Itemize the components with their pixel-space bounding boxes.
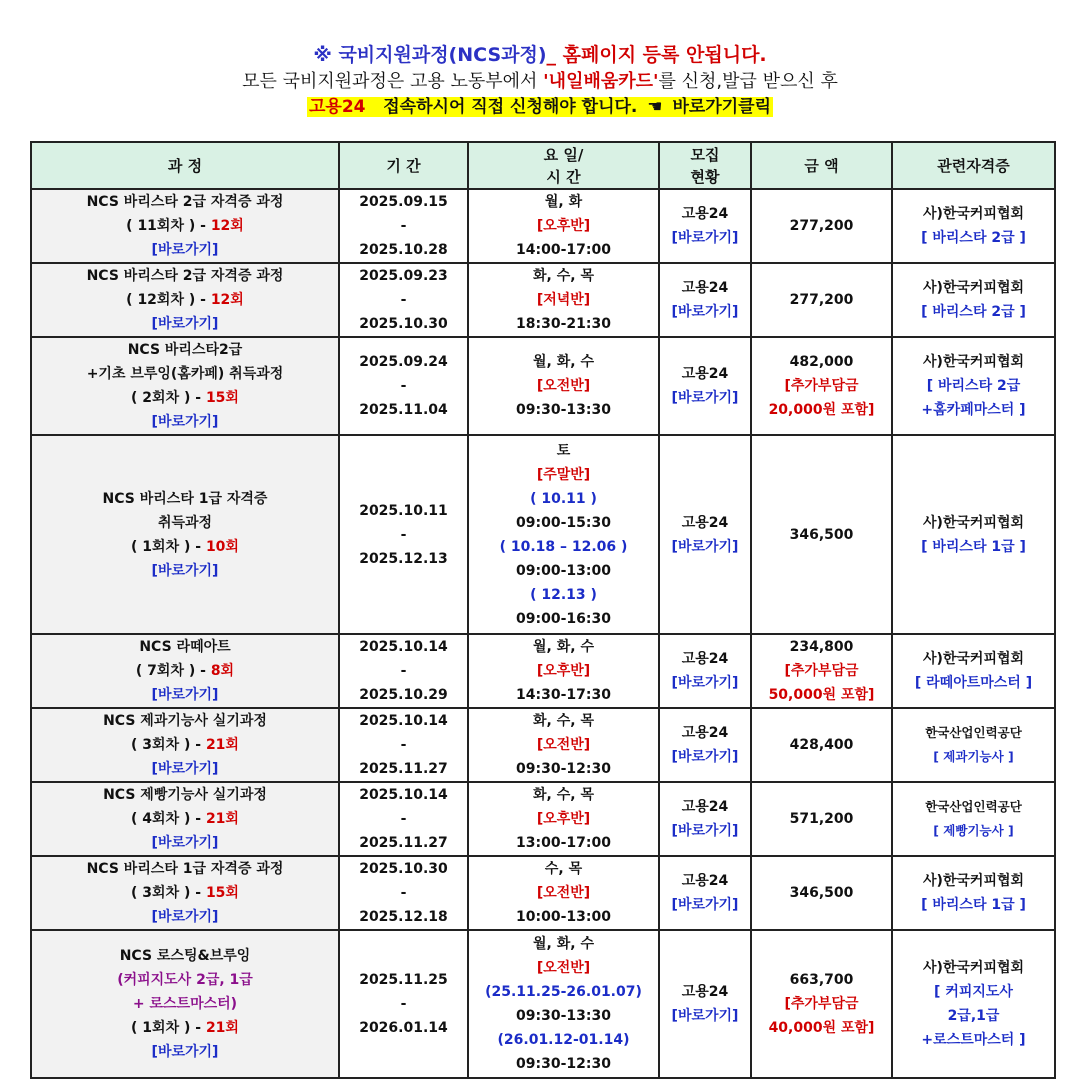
table-row [31, 337, 1055, 435]
price-cell: 428,400 [751, 708, 892, 782]
status-cell: 고용24 [바로가기] [659, 337, 751, 435]
status-link[interactable]: [바로가기] [671, 823, 739, 839]
schedule-cell: 월, 화, 수 [오후반] 14:30-17:30 [468, 634, 659, 708]
cert-cell: 사)한국커피협회 [ 커피지도사 2급,1급 +로스트마스터 ] [892, 930, 1055, 1078]
status-cell: 고용24 [바로가기] [659, 435, 751, 634]
course-subtitle: +기초 브루잉(홈카페) 취득과정 [86, 366, 284, 382]
course-title: NCS 바리스타 1급 자격증 [102, 490, 268, 507]
status-cell: 고용24 [바로가기] [659, 634, 751, 708]
period-cell: 2025.09.24 - 2025.11.04 [339, 337, 468, 435]
course-round: ( 1회차 ) - 10회 [131, 538, 239, 555]
status-cell: 고용24 [바로가기] [659, 782, 751, 856]
course-cell [31, 782, 339, 856]
price-cell: 346,500 [751, 856, 892, 930]
cert-cell: 사)한국커피협회 [ 바리스타 2급 +홈카페마스터 ] [892, 337, 1055, 435]
course-title: NCS 바리스타 2급 자격증 과정 [86, 268, 284, 284]
card-name: '내일배움카드' [543, 71, 659, 92]
schedule-cell: 화, 수, 목 [오전반] 09:30-12:30 [468, 708, 659, 782]
period-cell: 2025.10.14 - 2025.11.27 [339, 782, 468, 856]
course-cell [31, 189, 339, 263]
course-round: ( 1회차 ) - 21회 [131, 1020, 239, 1036]
shortcut-link[interactable]: 바로가기클릭 [672, 97, 772, 117]
course-cell [31, 263, 339, 337]
table-header-row [31, 142, 1055, 189]
course-title: NCS 바리스타2급 [127, 342, 243, 358]
course-cell [31, 930, 339, 1078]
notice-line2-suffix: 를 신청,발급 받으신 후 [658, 71, 838, 92]
site-name: 고용24 [308, 97, 366, 117]
header-period: 기 간 [339, 142, 468, 189]
course-cell [31, 337, 339, 435]
course-cell [31, 856, 339, 930]
header-price: 금 액 [751, 142, 892, 189]
status-link[interactable]: [바로가기] [671, 749, 739, 765]
course-link[interactable]: [바로가기] [151, 242, 219, 258]
course-title: NCS 바리스타 1급 자격증 과정 [86, 861, 284, 877]
notice-title: 국비지원과정(NCS과정) [338, 44, 547, 66]
status-cell: 고용24 [바로가기] [659, 856, 751, 930]
course-link[interactable]: [바로가기] [151, 562, 219, 579]
table-row [31, 782, 1055, 856]
status-cell: 고용24 [바로가기] [659, 708, 751, 782]
apply-highlight [307, 97, 773, 117]
table-row [31, 930, 1055, 1078]
course-round: ( 4회차 ) - 21회 [131, 811, 239, 827]
cert-cell: 한국산업인력공단 [ 제빵기능사 ] [892, 782, 1055, 856]
course-round: ( 3회차 ) - 15회 [131, 885, 239, 901]
notice-card-line [0, 70, 1080, 94]
cert-cell: 사)한국커피협회 [ 바리스타 1급 ] [892, 856, 1055, 930]
price-cell: 482,000 [추가부담금 20,000원 포함] [751, 337, 892, 435]
course-title: NCS 제과기능사 실기과정 [103, 713, 267, 729]
price-cell: 346,500 [751, 435, 892, 634]
price-cell: 277,200 [751, 263, 892, 337]
status-cell: 고용24 [바로가기] [659, 263, 751, 337]
cert-cell: 한국산업인력공단 [ 제과기능사 ] [892, 708, 1055, 782]
status-link[interactable]: [바로가기] [671, 538, 739, 555]
table-row [31, 435, 1055, 634]
cert-cell: 사)한국커피협회 [ 바리스타 2급 ] [892, 189, 1055, 263]
status-link[interactable]: [바로가기] [671, 304, 739, 320]
price-cell: 571,200 [751, 782, 892, 856]
course-link[interactable]: [바로가기] [151, 909, 219, 925]
apply-text: 접속하시어 직접 신청해야 합니다. [383, 97, 638, 117]
notice-title-suffix: 홈페이지 등록 안됩니다. [562, 44, 767, 66]
course-round: ( 11회차 ) - 12회 [126, 218, 244, 234]
course-round: ( 12회차 ) - 12회 [126, 292, 244, 308]
status-link[interactable]: [바로가기] [671, 1008, 739, 1024]
cert-cell: 사)한국커피협회 [ 라떼아트마스터 ] [892, 634, 1055, 708]
course-link[interactable]: [바로가기] [151, 687, 219, 703]
schedule-cell: 월, 화, 수 [오전반] 09:30-13:30 [468, 337, 659, 435]
notice-line2-prefix: 모든 국비지원과정은 고용 노동부에서 [242, 71, 544, 92]
period-cell: 2025.09.23 - 2025.10.30 [339, 263, 468, 337]
course-cell [31, 435, 339, 634]
period-cell: 2025.09.15 - 2025.10.28 [339, 189, 468, 263]
course-round: ( 7회차 ) - 8회 [135, 663, 235, 679]
course-title: NCS 바리스타 2급 자격증 과정 [86, 194, 284, 210]
status-link[interactable]: [바로가기] [671, 675, 739, 691]
schedule-cell: 월, 화 [오후반] 14:00-17:00 [468, 189, 659, 263]
status-link[interactable]: [바로가기] [671, 897, 739, 913]
header-schedule: 요 일/ 시 간 [468, 142, 659, 189]
table-row [31, 634, 1055, 708]
notice-title-sep: _ [546, 44, 557, 66]
notice-title-line [0, 40, 1080, 70]
course-subtitle-2: + 로스트마스터) [132, 996, 238, 1012]
table-row [31, 708, 1055, 782]
course-subtitle: 취득과정 [157, 514, 213, 531]
schedule-cell: 월, 화, 수 [오전반] (25.11.25-26.01.07) 09:30-13:30 (26.01.12-01.14) 09:30-12:30 [468, 930, 659, 1078]
course-link[interactable]: [바로가기] [151, 761, 219, 777]
course-cell [31, 634, 339, 708]
table-row [31, 856, 1055, 930]
period-cell: 2025.10.30 - 2025.12.18 [339, 856, 468, 930]
pointing-hand-icon: ☚ [647, 97, 663, 117]
status-cell: 고용24 [바로가기] [659, 930, 751, 1078]
course-link[interactable]: [바로가기] [151, 835, 219, 851]
period-cell: 2025.10.11 - 2025.12.13 [339, 435, 468, 634]
table-row [31, 263, 1055, 337]
course-link[interactable]: [바로가기] [151, 1044, 219, 1060]
period-cell: 2025.10.14 - 2025.11.27 [339, 708, 468, 782]
cert-cell: 사)한국커피협회 [ 바리스타 2급 ] [892, 263, 1055, 337]
period-cell: 2025.10.14 - 2025.10.29 [339, 634, 468, 708]
schedule-cell: 토 [주말반] ( 10.11 ) 09:00-15:30 ( 10.18 – 12.06 ) 09:00-13:00 ( 12.13 ) 09:00-16:30 [468, 435, 659, 634]
course-title: NCS 로스팅&브루잉 [119, 948, 251, 964]
course-table [30, 141, 1056, 1079]
status-link[interactable]: [바로가기] [671, 390, 739, 406]
period-cell: 2025.11.25 - 2026.01.14 [339, 930, 468, 1078]
course-link[interactable]: [바로가기] [151, 316, 219, 332]
price-cell: 277,200 [751, 189, 892, 263]
course-title: NCS 라떼아트 [139, 639, 231, 655]
header-course: 과 정 [31, 142, 339, 189]
course-subtitle: (커피지도사 2급, 1급 [117, 972, 253, 988]
course-cell [31, 708, 339, 782]
reference-mark: ※ [313, 44, 332, 66]
header-cert: 관련자격증 [892, 142, 1055, 189]
schedule-cell: 수, 목 [오전반] 10:00-13:00 [468, 856, 659, 930]
price-cell: 234,800 [추가부담금 50,000원 포함] [751, 634, 892, 708]
course-round: ( 2회차 ) - 15회 [131, 390, 239, 406]
status-cell: 고용24 [바로가기] [659, 189, 751, 263]
schedule-cell: 화, 수, 목 [오후반] 13:00-17:00 [468, 782, 659, 856]
notice-apply-line [0, 94, 1080, 120]
schedule-cell: 화, 수, 목 [저녁반] 18:30-21:30 [468, 263, 659, 337]
course-link[interactable]: [바로가기] [151, 414, 219, 430]
cert-cell: 사)한국커피협회 [ 바리스타 1급 ] [892, 435, 1055, 634]
notice-header [0, 40, 1080, 120]
header-status: 모집 현황 [659, 142, 751, 189]
status-link[interactable]: [바로가기] [671, 230, 739, 246]
table-row [31, 189, 1055, 263]
course-round: ( 3회차 ) - 21회 [131, 737, 239, 753]
price-cell: 663,700 [추가부담금 40,000원 포함] [751, 930, 892, 1078]
course-title: NCS 제빵기능사 실기과정 [103, 787, 267, 803]
